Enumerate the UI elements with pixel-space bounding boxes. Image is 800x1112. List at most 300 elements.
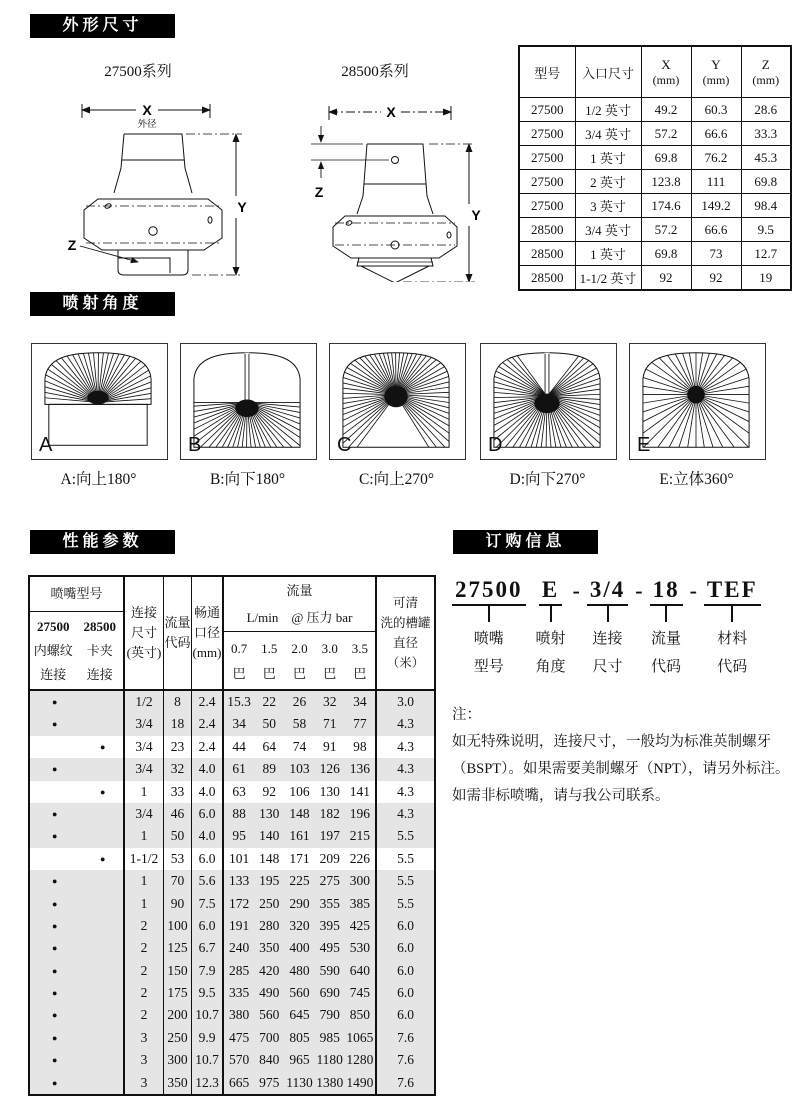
performance-row — [30, 758, 434, 780]
flow-code-cell: 33 — [164, 781, 192, 803]
ordering-label-line1: 连接 — [592, 631, 623, 647]
flow-value: 91 — [322, 738, 337, 754]
ordering-label-line2: 角度 — [535, 659, 566, 675]
dimension-table — [518, 45, 792, 291]
flow-value: 745 — [349, 985, 371, 1001]
orifice-cell: 9.9 — [192, 1027, 224, 1049]
flow-value: 130 — [259, 805, 280, 821]
flow-value: 106 — [289, 783, 310, 799]
ordering-tick — [607, 606, 609, 622]
flow-code-cell: 23 — [164, 736, 192, 758]
header-size: 连接 尺寸 (英寸) — [125, 577, 164, 689]
ordering-code: 27500 — [452, 576, 526, 606]
flow-code-cell: 90 — [164, 893, 192, 915]
dimension-table-cell: 27500 — [519, 170, 575, 194]
model-cell — [30, 870, 125, 892]
dimension-table-cell: 12.7 — [741, 242, 791, 266]
dimension-table-cell: 28500 — [519, 266, 575, 291]
size-cell: 2 — [125, 1004, 164, 1026]
size-cell: 2 — [125, 982, 164, 1004]
dot-27500: ● — [52, 1055, 58, 1066]
tank-diameter-cell: 4.3 — [397, 805, 414, 821]
flow-values-cell — [224, 937, 377, 959]
flow-values-cell — [224, 1027, 377, 1049]
flow-value: 225 — [289, 873, 310, 889]
dimension-table-cell: 69.8 — [641, 242, 691, 266]
flow-values-cell — [224, 982, 377, 1004]
ordering-separator: - — [689, 578, 697, 603]
orifice-cell: 10.7 — [192, 1004, 224, 1026]
size-cell: 1-1/2 — [125, 848, 164, 870]
dot-27500: ● — [52, 1010, 58, 1021]
flow-value: 700 — [259, 1029, 280, 1045]
flow-value: 300 — [349, 873, 371, 889]
dimension-table-cell: 174.6 — [641, 194, 691, 218]
spray-letter-C: C — [337, 434, 352, 456]
dimension-table-cell: 9.5 — [741, 218, 791, 242]
flow-value: 191 — [228, 917, 250, 933]
flow-value: 380 — [228, 1007, 250, 1023]
performance-row — [30, 960, 434, 982]
flow-value: 690 — [319, 985, 340, 1001]
flow-code-cell: 175 — [164, 982, 192, 1004]
flow-sub-title: L/min @ 压力 bar — [224, 605, 375, 632]
flow-value: 101 — [228, 850, 250, 866]
performance-row — [30, 848, 434, 870]
flow-value: 985 — [319, 1029, 340, 1045]
model-cell — [30, 937, 125, 959]
ordering-tick — [665, 606, 667, 622]
flow-values-cell — [224, 1072, 377, 1094]
size-cell: 1 — [125, 893, 164, 915]
ordering-label-line2: 型号 — [473, 659, 504, 675]
dimension-table-row — [519, 122, 791, 146]
performance-row — [30, 937, 434, 959]
dimension-table-cell: 3 英寸 — [575, 194, 641, 218]
dot-28500: ● — [100, 786, 106, 797]
header-model-group — [30, 577, 125, 689]
tank-diameter-cell: 3.0 — [397, 694, 414, 709]
flow-code-cell: 50 — [164, 825, 192, 847]
tank-diameter-cell: 5.5 — [397, 895, 414, 911]
performance-row — [30, 870, 434, 892]
flow-value: 290 — [289, 895, 310, 911]
performance-table-header — [30, 577, 434, 691]
flow-value: 92 — [262, 783, 277, 799]
flow-value: 71 — [322, 716, 337, 732]
orifice-cell: 6.7 — [192, 937, 224, 959]
dimension-table-cell: 76.2 — [691, 146, 741, 170]
flow-values-cell — [224, 848, 377, 870]
notes-title: 注： — [452, 707, 481, 723]
flow-values-cell — [224, 736, 377, 758]
col-header-z: Z (mm) — [741, 46, 791, 98]
ordering-code-block — [452, 576, 800, 676]
performance-row — [30, 915, 434, 937]
orifice-cell: 2.4 — [192, 736, 224, 758]
dim-x-label: X — [386, 104, 396, 120]
flow-values-cell — [224, 915, 377, 937]
pressure-unit: 巴 — [353, 665, 367, 681]
flow-value: 77 — [353, 716, 367, 732]
flow-value: 64 — [262, 738, 277, 754]
size-cell: 3/4 — [125, 713, 164, 735]
flow-value: 182 — [319, 805, 340, 821]
model-cell — [30, 781, 125, 803]
flow-value: 665 — [228, 1074, 250, 1090]
model-cell — [30, 1049, 125, 1071]
dimension-table-cell: 149.2 — [691, 194, 741, 218]
spray-panel-D — [480, 343, 617, 460]
ordering-code: 18 — [650, 576, 683, 606]
flow-values-cell — [224, 870, 377, 892]
orifice-cell: 2.4 — [192, 691, 224, 713]
spray-letter-D: D — [488, 434, 503, 456]
flow-value: 1180 — [316, 1052, 343, 1068]
dimension-table-cell: 92 — [641, 266, 691, 291]
header-flow-group — [224, 577, 377, 689]
orifice-cell: 4.0 — [192, 825, 224, 847]
flow-value: 400 — [289, 940, 310, 956]
dim-x-label: X — [142, 102, 152, 118]
dimension-table-cell: 1 英寸 — [575, 242, 641, 266]
flow-value: 560 — [289, 985, 310, 1001]
flow-value: 240 — [228, 940, 250, 956]
dot-27500: ● — [52, 920, 58, 931]
dimension-table-cell: 2 英寸 — [575, 170, 641, 194]
nozzle-drawing-27500 — [58, 96, 253, 278]
header-orifice: 畅通 口径 (mm) — [192, 577, 224, 689]
note-line: 如需非标喷嘴，请与我公司联系。 — [452, 788, 670, 804]
flow-values-cell — [224, 1004, 377, 1026]
dot-28500: ● — [100, 853, 106, 864]
spray-letter-A: A — [39, 434, 53, 456]
orifice-cell: 2.4 — [192, 713, 224, 735]
flow-value: 640 — [349, 962, 371, 978]
performance-row — [30, 1072, 434, 1094]
dimension-table-row — [519, 218, 791, 242]
flow-code-cell: 8 — [164, 691, 192, 713]
ordering-label-line2: 代码 — [651, 659, 682, 675]
size-cell: 1 — [125, 870, 164, 892]
dimension-table-cell: 3/4 英寸 — [575, 122, 641, 146]
model-cell — [30, 915, 125, 937]
orifice-cell: 6.0 — [192, 915, 224, 937]
size-cell: 2 — [125, 915, 164, 937]
flow-value: 420 — [259, 962, 280, 978]
tank-diameter-cell: 6.0 — [397, 985, 414, 1001]
flow-value: 26 — [292, 694, 307, 709]
flow-value: 148 — [289, 805, 310, 821]
performance-row — [30, 713, 434, 735]
flow-value: 130 — [319, 783, 340, 799]
spray-caption-C: C:向上270° — [358, 471, 435, 488]
flow-value: 34 — [353, 694, 367, 709]
size-cell: 3 — [125, 1027, 164, 1049]
tank-diameter-cell: 4.3 — [397, 761, 414, 777]
dimension-table-cell: 49.2 — [641, 98, 691, 122]
dimension-table-row — [519, 146, 791, 170]
orifice-cell: 6.0 — [192, 803, 224, 825]
dot-27500: ● — [52, 1077, 58, 1088]
performance-row — [30, 1049, 434, 1071]
flow-value: 1130 — [286, 1074, 313, 1090]
dimension-table-cell: 92 — [691, 266, 741, 291]
orifice-cell: 4.0 — [192, 758, 224, 780]
dot-27500: ● — [52, 764, 58, 775]
size-cell: 2 — [125, 937, 164, 959]
flow-value: 850 — [349, 1007, 371, 1023]
section-title-spray-angle: 喷射角度 — [30, 292, 175, 316]
flow-value: 63 — [232, 783, 246, 799]
dimension-table-row — [519, 194, 791, 218]
tank-diameter-cell: 4.3 — [397, 783, 414, 799]
flow-code-cell: 18 — [164, 713, 192, 735]
flow-value: 1065 — [346, 1029, 374, 1045]
dimension-table-cell: 19 — [741, 266, 791, 291]
dimension-table-cell: 27500 — [519, 98, 575, 122]
ordering-label-line1: 材料 — [717, 631, 748, 647]
flow-value: 590 — [319, 962, 340, 978]
orifice-cell: 10.7 — [192, 1049, 224, 1071]
model-cell — [30, 803, 125, 825]
tank-diameter-cell: 6.0 — [397, 962, 414, 978]
pressure-value: 3.0 — [321, 640, 338, 656]
dimension-table-cell: 73 — [691, 242, 741, 266]
flow-value: 95 — [232, 828, 246, 844]
flow-value: 395 — [319, 917, 340, 933]
dot-28500: ● — [100, 741, 106, 752]
dimension-table-header-row — [519, 46, 791, 98]
tank-diameter-cell: 6.0 — [397, 940, 414, 956]
ordering-tick — [488, 606, 490, 622]
dimension-table-cell: 69.8 — [741, 170, 791, 194]
flow-code-cell: 200 — [164, 1004, 192, 1026]
dot-27500: ● — [52, 831, 58, 842]
tank-diameter-cell: 5.5 — [397, 828, 414, 844]
dimension-table-cell: 33.3 — [741, 122, 791, 146]
dim-y-label: Y — [471, 207, 481, 223]
dimension-table-cell: 3/4 英寸 — [575, 218, 641, 242]
dimension-table-cell: 69.8 — [641, 146, 691, 170]
ordering-segment-18 — [650, 576, 683, 676]
flow-values-cell — [224, 691, 377, 713]
dimension-table-cell: 1/2 英寸 — [575, 98, 641, 122]
dim-z-label: Z — [67, 237, 77, 253]
pressure-value: 3.5 — [351, 640, 369, 656]
model-cell — [30, 1027, 125, 1049]
pressure-unit: 巴 — [232, 665, 246, 681]
performance-row — [30, 691, 434, 713]
performance-row — [30, 893, 434, 915]
size-cell: 3 — [125, 1072, 164, 1094]
dim-x-sub-label: 外径 — [137, 120, 157, 130]
flow-value: 215 — [349, 828, 371, 844]
ordering-segment-E — [536, 576, 566, 676]
spray-letter-B: B — [188, 434, 202, 456]
series-title-27500: 27500系列 — [104, 64, 172, 80]
model-col-28500: 28500 卡夹 连接 — [83, 618, 116, 682]
size-cell: 1 — [125, 825, 164, 847]
flow-value: 475 — [228, 1029, 250, 1045]
performance-table — [28, 575, 436, 1096]
model-cell — [30, 1072, 125, 1094]
pressure-value: 2.0 — [291, 640, 308, 656]
ordering-tick — [550, 606, 552, 622]
size-cell: 2 — [125, 960, 164, 982]
nozzle-drawing-28500 — [283, 96, 488, 282]
flow-value: 320 — [289, 917, 310, 933]
flow-code-cell: 250 — [164, 1027, 192, 1049]
flow-values-cell — [224, 893, 377, 915]
flow-value: 197 — [319, 828, 340, 844]
flow-value: 161 — [289, 828, 310, 844]
flow-value: 196 — [349, 805, 371, 821]
model-cell — [30, 960, 125, 982]
spray-caption-E: E:立体360° — [659, 471, 734, 488]
flow-value: 350 — [259, 940, 280, 956]
ordering-code: E — [539, 576, 562, 606]
size-cell: 3/4 — [125, 736, 164, 758]
spray-panel-A — [31, 343, 168, 460]
dimension-table-cell: 57.2 — [641, 218, 691, 242]
flow-value: 805 — [289, 1029, 310, 1045]
flow-code-cell: 125 — [164, 937, 192, 959]
flow-value: 965 — [289, 1052, 310, 1068]
flow-value: 15.3 — [227, 694, 251, 709]
ordering-label-line1: 喷嘴 — [473, 631, 504, 647]
dimension-table-cell: 27500 — [519, 122, 575, 146]
dot-27500: ● — [52, 876, 58, 887]
tank-diameter-cell: 5.5 — [397, 873, 414, 889]
flow-value: 285 — [228, 962, 250, 978]
flow-code-cell: 53 — [164, 848, 192, 870]
spray-caption-A: A:向上180° — [60, 471, 137, 488]
model-cell — [30, 758, 125, 780]
ordering-segment-34 — [587, 576, 628, 676]
flow-value: 570 — [228, 1052, 250, 1068]
flow-value: 495 — [319, 940, 340, 956]
size-cell: 1 — [125, 781, 164, 803]
flow-value: 136 — [349, 761, 371, 777]
ordering-separator: - — [635, 578, 643, 603]
ordering-code: 3/4 — [587, 576, 628, 606]
flow-value: 275 — [319, 873, 340, 889]
flow-value: 32 — [322, 694, 337, 709]
orifice-cell: 5.6 — [192, 870, 224, 892]
orifice-cell: 9.5 — [192, 982, 224, 1004]
flow-value: 22 — [262, 694, 277, 709]
pressure-header — [345, 636, 375, 686]
flow-values-cell — [224, 825, 377, 847]
flow-code-cell: 70 — [164, 870, 192, 892]
col-header-x: X (mm) — [641, 46, 691, 98]
tank-diameter-cell: 7.6 — [397, 1074, 414, 1090]
orifice-cell: 6.0 — [192, 848, 224, 870]
flow-value: 133 — [228, 873, 250, 889]
pressure-header — [224, 636, 254, 686]
dot-27500: ● — [52, 808, 58, 819]
flow-values-cell — [224, 1049, 377, 1071]
flow-value: 355 — [319, 895, 340, 911]
pressure-unit: 巴 — [292, 665, 306, 681]
pressure-unit: 巴 — [262, 665, 276, 681]
ordering-tick — [731, 606, 733, 622]
header-flow-code: 流量 代码 — [164, 577, 192, 689]
ordering-label-line1: 喷射 — [535, 631, 566, 647]
dimension-table-cell: 28.6 — [741, 98, 791, 122]
pressure-value: 0.7 — [230, 640, 248, 656]
spray-panel-E — [629, 343, 766, 460]
spray-panel-B — [180, 343, 317, 460]
orifice-cell: 4.0 — [192, 781, 224, 803]
note-line: （BSPT）。如果需要美制螺牙（NPT），请另外标注。 — [452, 761, 790, 777]
orifice-cell: 12.3 — [192, 1072, 224, 1094]
flow-value: 280 — [259, 917, 280, 933]
spray-panel-C — [329, 343, 466, 460]
performance-row — [30, 1004, 434, 1026]
tank-diameter-cell: 5.5 — [397, 850, 414, 866]
model-cell — [30, 982, 125, 1004]
flow-value: 74 — [292, 738, 307, 754]
performance-row — [30, 736, 434, 758]
flow-value: 790 — [319, 1007, 340, 1023]
flow-value: 226 — [349, 850, 371, 866]
dimension-table-cell: 60.3 — [691, 98, 741, 122]
flow-code-cell: 32 — [164, 758, 192, 780]
dimension-table-cell: 45.3 — [741, 146, 791, 170]
flow-code-cell: 100 — [164, 915, 192, 937]
pressure-unit: 巴 — [323, 665, 337, 681]
dimension-table-cell: 123.8 — [641, 170, 691, 194]
header-tank-diameter: 可清 洗的槽罐 直径 （米） — [380, 596, 431, 670]
spray-caption-B: B:向下180° — [209, 471, 286, 488]
dimension-table-row — [519, 266, 791, 291]
spray-letter-E: E — [637, 434, 651, 456]
flow-value: 1380 — [316, 1074, 344, 1090]
model-cell — [30, 893, 125, 915]
ordering-code: TEF — [704, 576, 761, 606]
performance-row — [30, 982, 434, 1004]
model-cell — [30, 1004, 125, 1026]
tank-diameter-cell: 7.6 — [397, 1052, 414, 1068]
col-header-y: Y (mm) — [691, 46, 741, 98]
flow-value: 98 — [353, 738, 367, 754]
performance-row — [30, 1027, 434, 1049]
series-title-28500: 28500系列 — [341, 64, 409, 80]
flow-code-cell: 350 — [164, 1072, 192, 1094]
dimension-table-cell: 98.4 — [741, 194, 791, 218]
flow-value: 645 — [289, 1007, 310, 1023]
flow-values-cell — [224, 803, 377, 825]
flow-value: 250 — [259, 895, 280, 911]
model-cell — [30, 736, 125, 758]
col-header-model: 型号 — [519, 46, 575, 98]
dimension-table-cell: 57.2 — [641, 122, 691, 146]
model-group-title: 喷嘴型号 — [30, 577, 123, 612]
ordering-segment-TEF — [704, 576, 761, 676]
flow-value: 34 — [232, 716, 246, 732]
ordering-segment-27500 — [452, 576, 526, 676]
flow-value: 975 — [259, 1074, 280, 1090]
flow-value: 480 — [289, 962, 310, 978]
flow-value: 171 — [289, 850, 310, 866]
flow-value: 425 — [349, 917, 371, 933]
flow-value: 103 — [289, 761, 310, 777]
section-title-dimensions: 外形尺寸 — [30, 14, 175, 38]
dimension-table-cell: 1 英寸 — [575, 146, 641, 170]
section-title-ordering: 订购信息 — [453, 530, 598, 554]
